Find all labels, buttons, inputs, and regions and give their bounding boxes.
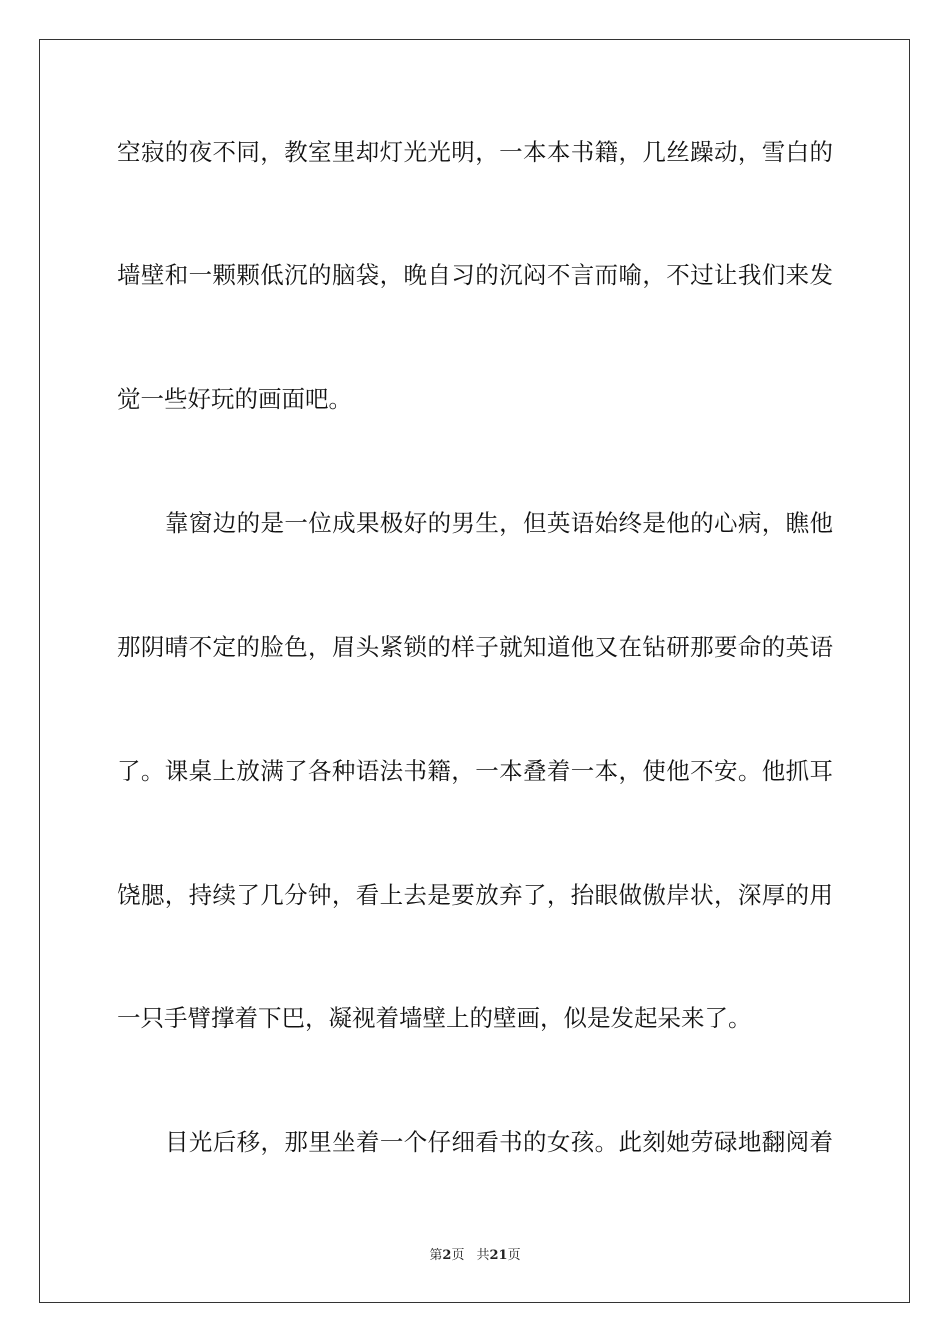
text-line-1: 空寂的夜不同，教室里却灯光光明，一本本书籍，几丝躁动，雪白的 xyxy=(117,138,833,166)
text-line-3: 觉一些好玩的画面吧。 xyxy=(117,385,352,413)
page-total: 21 xyxy=(489,1248,508,1263)
total-suffix: 页 xyxy=(507,1248,521,1263)
text-line-9: 目光后移，那里坐着一个仔细看书的女孩。此刻她劳碌地翻阅着 xyxy=(165,1128,833,1156)
text-line-5: 那阴晴不定的脸色，眉头紧锁的样子就知道他又在钻研那要命的英语 xyxy=(117,633,833,661)
page-footer xyxy=(0,1246,950,1266)
text-line-4: 靠窗边的是一位成果极好的男生，但英语始终是他的心病，瞧他 xyxy=(165,509,833,537)
total-prefix: 共 xyxy=(476,1248,490,1263)
text-line-2: 墙壁和一颗颗低沉的脑袋，晚自习的沉闷不言而喻，不过让我们来发 xyxy=(117,261,833,289)
page-border xyxy=(39,39,910,1303)
text-line-7: 饶腮，持续了几分钟，看上去是要放弃了，抬眼做傲岸状，深厚的用 xyxy=(117,881,833,909)
page-current: 2 xyxy=(442,1248,452,1263)
page-prefix: 第 xyxy=(429,1248,443,1263)
text-line-8: 一只手臂撑着下巴，凝视着墙壁上的壁画，似是发起呆来了。 xyxy=(117,1004,752,1032)
page-suffix: 页 xyxy=(451,1248,465,1263)
text-line-6: 了。课桌上放满了各种语法书籍，一本叠着一本，使他不安。他抓耳 xyxy=(117,757,833,785)
